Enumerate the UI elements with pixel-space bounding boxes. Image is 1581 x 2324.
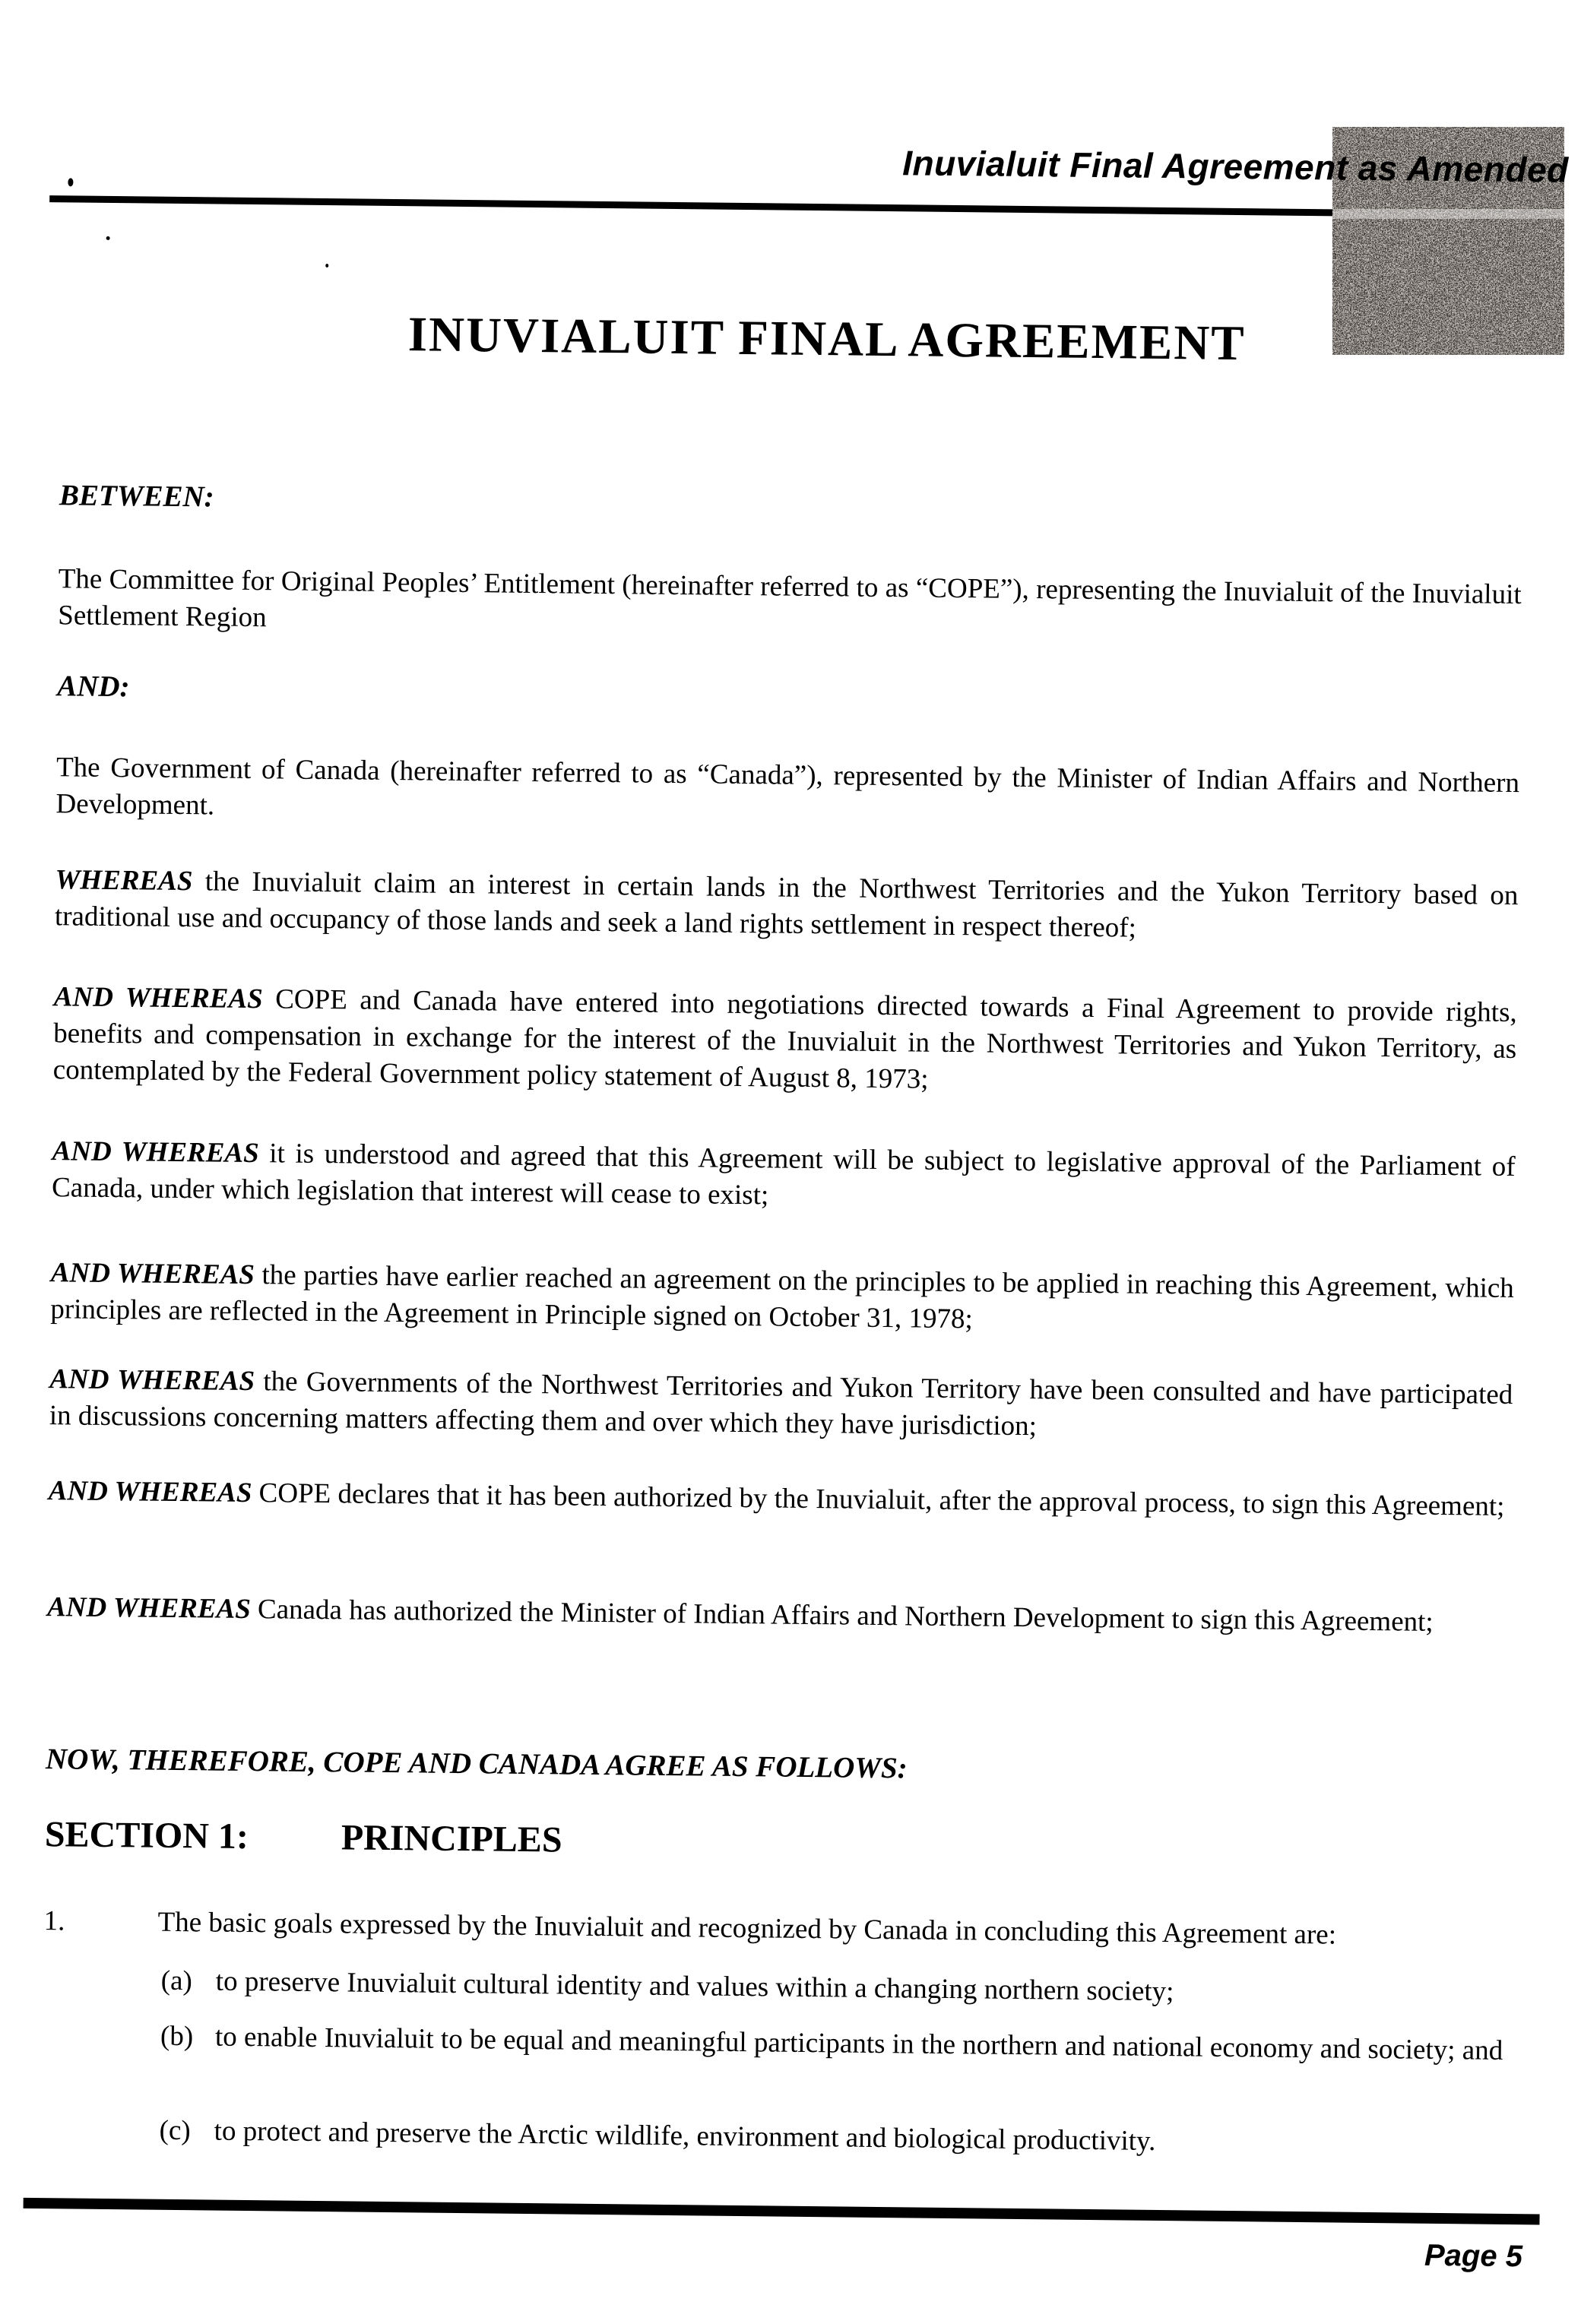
scan-speck	[325, 264, 328, 268]
whereas-text: it is understood and agreed that this Agreement will be subject to legislative approval of the Parliament of Canada, under which legislation that interest will cease to exist;	[51, 1138, 1516, 1211]
subitem-text: to enable Inuvialuit to be equal and meaningful participants in the northern and national economy and society; and	[214, 2021, 1503, 2066]
whereas-lead: WHEREAS	[55, 864, 193, 898]
now-therefore-clause: NOW, THEREFORE, COPE AND CANADA AGREE AS FOLLOWS:	[45, 1743, 908, 1785]
whereas-lead: AND WHEREAS	[46, 1591, 251, 1626]
page-number: Page 5	[1424, 2238, 1523, 2274]
document-title: INUVIALUIT FINAL AGREEMENT	[407, 307, 1247, 372]
whereas-text: COPE and Canada have entered into negotiations directed towards a Final Agreement to provide rights, benefits and compensation in exchange for the interest of the Inuvialuit in the Northwest Territories and Yukon Territory, as contemplated by the Federal Government policy statement of August 8, 1973;	[52, 983, 1517, 1095]
whereas-clause	[55, 862, 1519, 951]
scan-speck	[106, 236, 110, 240]
between-paragraph: The Committee for Original Peoples’ Entitlement (hereinafter referred to as “COPE”), representing the Inuvialuit of the Inuvialuit Settlement Region	[58, 563, 1522, 634]
and-paragraph: The Government of Canada (hereinafter referred to as “Canada”), represented by the Minister of Indian Affairs and Northern Development.	[55, 752, 1520, 822]
running-header-title: Inuvialuit Final Agreement as Amended	[901, 143, 1569, 190]
subitem-gutter	[43, 2017, 161, 2055]
subitem-text: to preserve Inuvialuit cultural identity and values within a changing northern society;	[215, 1965, 1174, 2008]
whereas-clause	[50, 1255, 1514, 1344]
whereas-clause	[49, 1473, 1512, 1525]
whereas-lead: AND WHEREAS	[48, 1475, 252, 1509]
footer-rule	[24, 2198, 1540, 2225]
scan-speck	[68, 178, 73, 186]
whereas-text: COPE declares that it has been authorized by the Inuvialuit, after the approval process, to sign this Agreement;	[258, 1477, 1505, 1522]
subitem-text: to protect and preserve the Arctic wildlife, environment and biological productivity.	[214, 2115, 1156, 2157]
whereas-clause	[47, 1589, 1510, 1642]
subitem-c	[41, 2111, 1504, 2164]
whereas-text: Canada has authorized the Minister of Indian Affairs and Northern Development to sign this Agreement;	[257, 1594, 1434, 1638]
whereas-clause	[49, 1361, 1513, 1450]
section-heading	[45, 1812, 1509, 1873]
whereas-lead: AND WHEREAS	[50, 1257, 255, 1291]
whereas-text: the Inuvialuit claim an interest in certain lands in the Northwest Territories and the Yukon Territory based on traditional use and occupancy of those lands and seek a land rights settlement in respect thereof;	[54, 866, 1519, 944]
subitem-marker: (c)	[159, 2114, 191, 2147]
whereas-lead: AND WHEREAS	[52, 1135, 259, 1170]
whereas-clause	[53, 979, 1517, 1104]
whereas-clause	[52, 1133, 1516, 1222]
whereas-lead: AND WHEREAS	[53, 981, 263, 1015]
subitem-gutter	[41, 2111, 160, 2149]
subitem-marker: (a)	[160, 1965, 193, 1997]
subitem-b	[43, 2017, 1506, 2069]
principles-item	[43, 1903, 1507, 1955]
section-label: SECTION 1:	[44, 1814, 249, 1857]
subitem-a	[43, 1961, 1507, 2014]
and-label: AND:	[57, 670, 130, 704]
item-number: 1.	[43, 1905, 65, 1937]
section-title: PRINCIPLES	[341, 1817, 562, 1860]
whereas-text: the parties have earlier reached an agreement on the principles to be applied in reaching this Agreement, which principles are reflected in the Agreement in Principle signed on October 31, 1978;	[50, 1259, 1515, 1335]
item-text: The basic goals expressed by the Inuvialuit and recognized by Canada in concluding this Agreement are:	[157, 1906, 1337, 1951]
between-label: BETWEEN:	[59, 479, 214, 514]
whereas-lead: AND WHEREAS	[49, 1363, 255, 1398]
whereas-text: the Governments of the Northwest Territories and Yukon Territory have been consulted and have participated in discussions concerning matters affecting them and over which they have jurisdiction;	[49, 1366, 1513, 1442]
subitem-marker: (b)	[160, 2020, 194, 2053]
subitem-gutter	[43, 1961, 162, 1999]
